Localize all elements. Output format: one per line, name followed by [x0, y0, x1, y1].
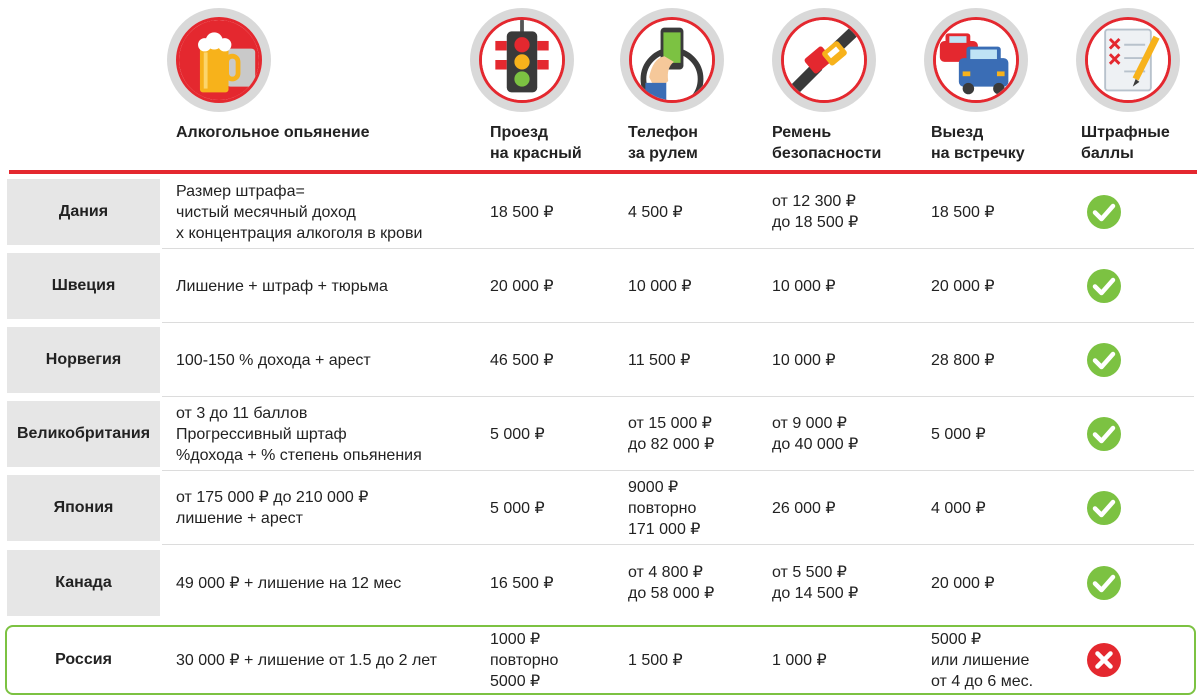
table-row-uk — [0, 397, 1200, 471]
cell-alcohol: 49 000 ₽ + лишение на 12 мес — [176, 574, 402, 592]
header-red-light: Проезд на красный — [490, 124, 582, 162]
country-name: Швеция — [7, 253, 160, 319]
table-row-denmark — [0, 175, 1200, 249]
cell-phone: 1 500 ₽ — [628, 651, 683, 669]
table-row-norway — [0, 323, 1200, 397]
header-seatbelt: Ремень безопасности — [772, 124, 882, 162]
cross-icon — [1086, 642, 1122, 678]
cell-red-light: 5 000 ₽ — [490, 425, 545, 443]
header-divider — [9, 170, 1197, 174]
cell-points — [1076, 249, 1132, 323]
header-phone: Телефон за рулем — [628, 124, 698, 162]
check-icon — [1086, 490, 1122, 526]
seatbelt-icon — [772, 8, 876, 112]
cell-oncoming: 5 000 ₽ — [931, 425, 986, 443]
cell-red-light: 18 500 ₽ — [490, 203, 554, 221]
cell-seatbelt: 10 000 ₽ — [772, 351, 836, 369]
cell-phone: от 15 000 ₽ до 82 000 ₽ — [628, 415, 715, 453]
cell-red-light: 20 000 ₽ — [490, 277, 554, 295]
country-name: Россия — [55, 651, 112, 668]
check-icon — [1086, 194, 1122, 230]
cell-seatbelt: 26 000 ₽ — [772, 499, 836, 517]
cell-seatbelt: 10 000 ₽ — [772, 277, 836, 295]
country-name: Дания — [7, 179, 160, 245]
header-points: Штрафные баллы — [1081, 124, 1170, 162]
cell-phone: от 4 800 ₽ до 58 000 ₽ — [628, 564, 715, 602]
check-icon — [1086, 565, 1122, 601]
beer-icon — [167, 8, 271, 112]
cell-red-light: 5 000 ₽ — [490, 499, 545, 517]
cell-red-light: 16 500 ₽ — [490, 574, 554, 592]
cell-alcohol: 100-150 % дохода + арест — [176, 351, 371, 369]
check-icon — [1086, 268, 1122, 304]
table-row-russia — [0, 623, 1200, 697]
cell-oncoming: 20 000 ₽ — [931, 277, 995, 295]
cell-points — [1076, 471, 1132, 545]
country-name: Канада — [7, 550, 160, 616]
cell-phone: 4 500 ₽ — [628, 203, 683, 221]
cell-alcohol: 30 000 ₽ + лишение от 1.5 до 2 лет — [176, 651, 437, 669]
cell-points — [1076, 623, 1132, 697]
cell-oncoming: 20 000 ₽ — [931, 574, 995, 592]
cell-alcohol: Размер штрафа= чистый месячный доход х концентрация алкоголя в крови — [176, 182, 423, 242]
cell-phone: 10 000 ₽ — [628, 277, 692, 295]
cell-alcohol: от 175 000 ₽ до 210 000 ₽ лишение + арест — [176, 489, 369, 527]
cell-phone: 11 500 ₽ — [628, 351, 691, 369]
cell-oncoming: 5000 ₽ или лишение от 4 до 6 мес. — [931, 630, 1034, 690]
header-oncoming: Выезд на встречку — [931, 124, 1025, 162]
cell-red-light: 46 500 ₽ — [490, 351, 554, 369]
row-divider — [162, 544, 1194, 545]
cell-points — [1076, 397, 1132, 471]
country-name: Норвегия — [7, 327, 160, 393]
table-row-sweden — [0, 249, 1200, 323]
cell-points — [1076, 323, 1132, 397]
cell-oncoming: 28 800 ₽ — [931, 351, 995, 369]
check-icon — [1086, 342, 1122, 378]
header-alcohol: Алкогольное опьянение — [176, 124, 370, 141]
country-name: Япония — [7, 475, 160, 541]
table-row-canada — [0, 546, 1200, 620]
traffic-light-icon — [470, 8, 574, 112]
penalty-points-icon — [1076, 8, 1180, 112]
cell-seatbelt: от 9 000 ₽ до 40 000 ₽ — [772, 415, 859, 453]
cell-seatbelt: 1 000 ₽ — [772, 651, 827, 669]
check-icon — [1086, 416, 1122, 452]
cell-seatbelt: от 5 500 ₽ до 14 500 ₽ — [772, 564, 859, 602]
oncoming-cars-icon — [924, 8, 1028, 112]
cell-points — [1076, 546, 1132, 620]
country-name: Великобритания — [7, 401, 160, 467]
table-row-japan — [0, 471, 1200, 545]
cell-oncoming: 4 000 ₽ — [931, 499, 986, 517]
cell-alcohol: Лишение + штраф + тюрьма — [176, 277, 388, 295]
cell-phone: 9000 ₽ повторно 171 000 ₽ — [628, 478, 701, 538]
cell-alcohol: от 3 до 11 баллов Прогрессивный шртаф %дохода + % степень опьянения — [176, 404, 422, 464]
cell-red-light: 1000 ₽ повторно 5000 ₽ — [490, 630, 559, 690]
cell-oncoming: 18 500 ₽ — [931, 203, 995, 221]
cell-seatbelt: от 12 300 ₽ до 18 500 ₽ — [772, 193, 859, 231]
cell-points — [1076, 175, 1132, 249]
phone-driving-icon — [620, 8, 724, 112]
